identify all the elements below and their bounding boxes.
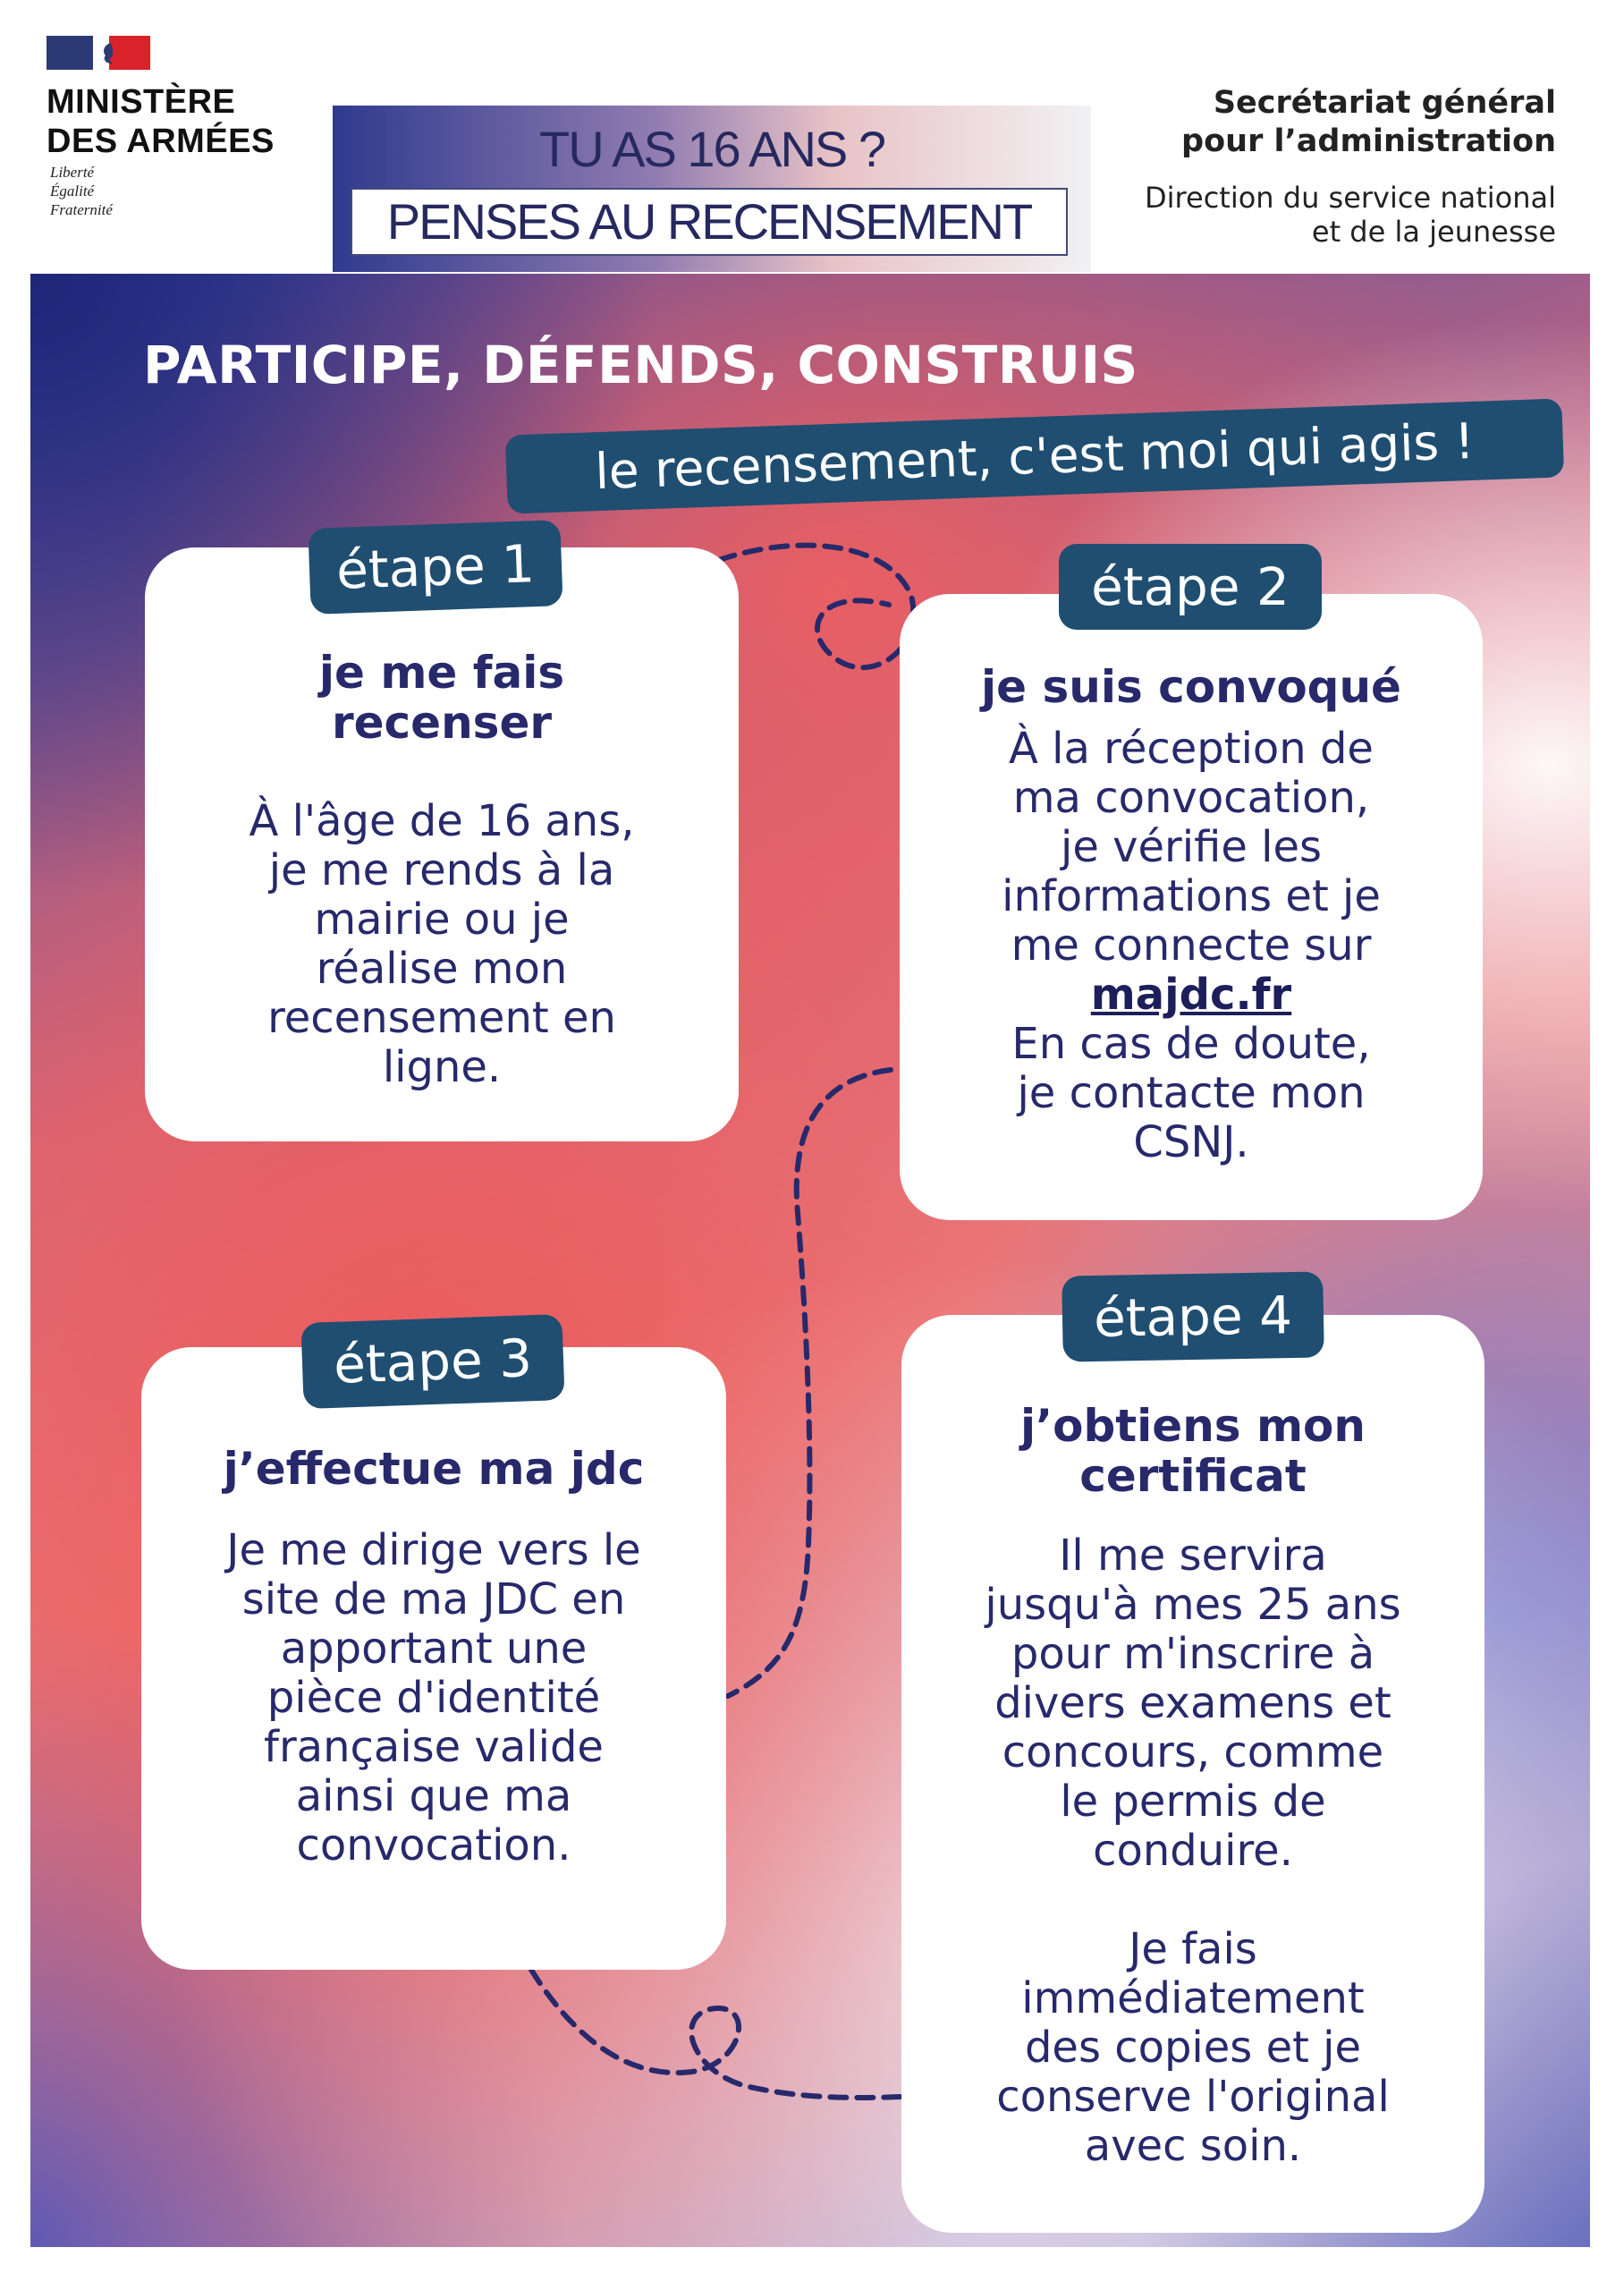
step-2-body-line: En cas de doute,	[1011, 1019, 1371, 1069]
step-4-card	[901, 1315, 1484, 2233]
step-4-title-line: certificat	[1079, 1450, 1307, 1502]
step-2-body-line: je contacte mon	[1017, 1068, 1366, 1118]
marianne-icon	[98, 41, 118, 66]
step-3-body-line: site de ma JDC en	[241, 1574, 626, 1624]
step-3-body-line: convocation.	[296, 1820, 571, 1870]
step-4-label: étape 4	[1062, 1271, 1324, 1361]
step-4-body-line: concours, comme	[1002, 1727, 1384, 1777]
step-3-body-line: pièce d'identité	[266, 1673, 601, 1723]
step-1-card	[145, 547, 739, 1141]
recensement-banner	[333, 106, 1091, 272]
step-3-body-line: apportant une	[280, 1624, 588, 1674]
step-1-body-line: ligne.	[382, 1042, 502, 1092]
step-4-body-line: pour m'inscrire à	[1011, 1629, 1375, 1679]
poster	[30, 274, 1590, 2247]
banner-reminder: PENSES AU RECENSEMENT	[386, 193, 1032, 250]
step-3-card	[141, 1347, 726, 1970]
step-1-body-line: je me rends à la	[268, 845, 615, 895]
step-4-body-line: divers examens et	[994, 1678, 1391, 1728]
step-1-label: étape 1	[308, 520, 562, 615]
republic-motto: Liberté Égalité Fraternité	[50, 164, 113, 218]
banner-reminder-box	[351, 188, 1068, 256]
step-2-title-line: je suis convoqué	[981, 661, 1401, 713]
step-4-body-line: Il me servira	[1059, 1531, 1327, 1581]
step-2-body-line: informations et je	[1002, 871, 1381, 921]
secretariat-general: Secrétariat général pour l’administration	[1181, 85, 1556, 159]
step-4-body-line: des copies et je	[1024, 2023, 1362, 2073]
step-2-body-line: me connecte sur	[1011, 920, 1372, 971]
step-4-body-line: conserve l'original	[996, 2072, 1390, 2122]
step-1-body-line: recensement en	[267, 993, 616, 1043]
step-2-label: étape 2	[1059, 544, 1322, 630]
step-1-body-line: À l'âge de 16 ans,	[249, 796, 635, 846]
step-4-body-line: le permis de	[1060, 1777, 1326, 1827]
step-3-body-line: française valide	[264, 1722, 604, 1772]
step-3-title-line: j’effectue ma jdc	[223, 1443, 645, 1495]
step-1-title-line: recenser	[331, 697, 553, 749]
step-2-body-line: CSNJ.	[1133, 1117, 1249, 1167]
step-4-body-line: immédiatement	[1021, 1973, 1365, 2023]
step-1-body-line: réalise mon	[316, 944, 568, 994]
step-4-body-line: avec soin.	[1084, 2121, 1302, 2171]
step-4-title-line: j’obtiens mon	[1019, 1400, 1366, 1452]
step-2-body-line: À la réception de	[1009, 724, 1374, 774]
step-1-body-line: mairie ou je	[314, 895, 570, 945]
step-3-body-line: ainsi que ma	[295, 1771, 572, 1821]
republic-flag-logo	[47, 36, 150, 70]
direction-service-national: Direction du service national et de la jeunesse	[1145, 181, 1556, 249]
step-4-body-line: conduire.	[1093, 1826, 1293, 1876]
step-2-body-line: je vérifie les	[1060, 822, 1323, 872]
poster-headline: PARTICIPE, DÉFENDS, CONSTRUIS	[143, 335, 1138, 395]
step-3-label: étape 3	[300, 1314, 564, 1409]
step-4-body-line: jusqu'à mes 25 ans	[985, 1580, 1401, 1630]
step-1-title-line: je me fais	[318, 647, 565, 699]
majdc-link[interactable]: majdc.fr	[1090, 970, 1292, 1020]
step-3-body-line: Je me dirige vers le	[226, 1525, 641, 1575]
step-2-card	[900, 594, 1483, 1220]
tagline-text: le recensement, c'est moi qui agis !	[594, 411, 1476, 501]
ministry-name: MINISTÈRE DES ARMÉES	[47, 83, 275, 160]
banner-question: TU AS 16 ANS ?	[539, 121, 884, 177]
step-4-body-line: Je fais	[1129, 1924, 1257, 1974]
step-2-body-line: ma convocation,	[1012, 773, 1370, 823]
